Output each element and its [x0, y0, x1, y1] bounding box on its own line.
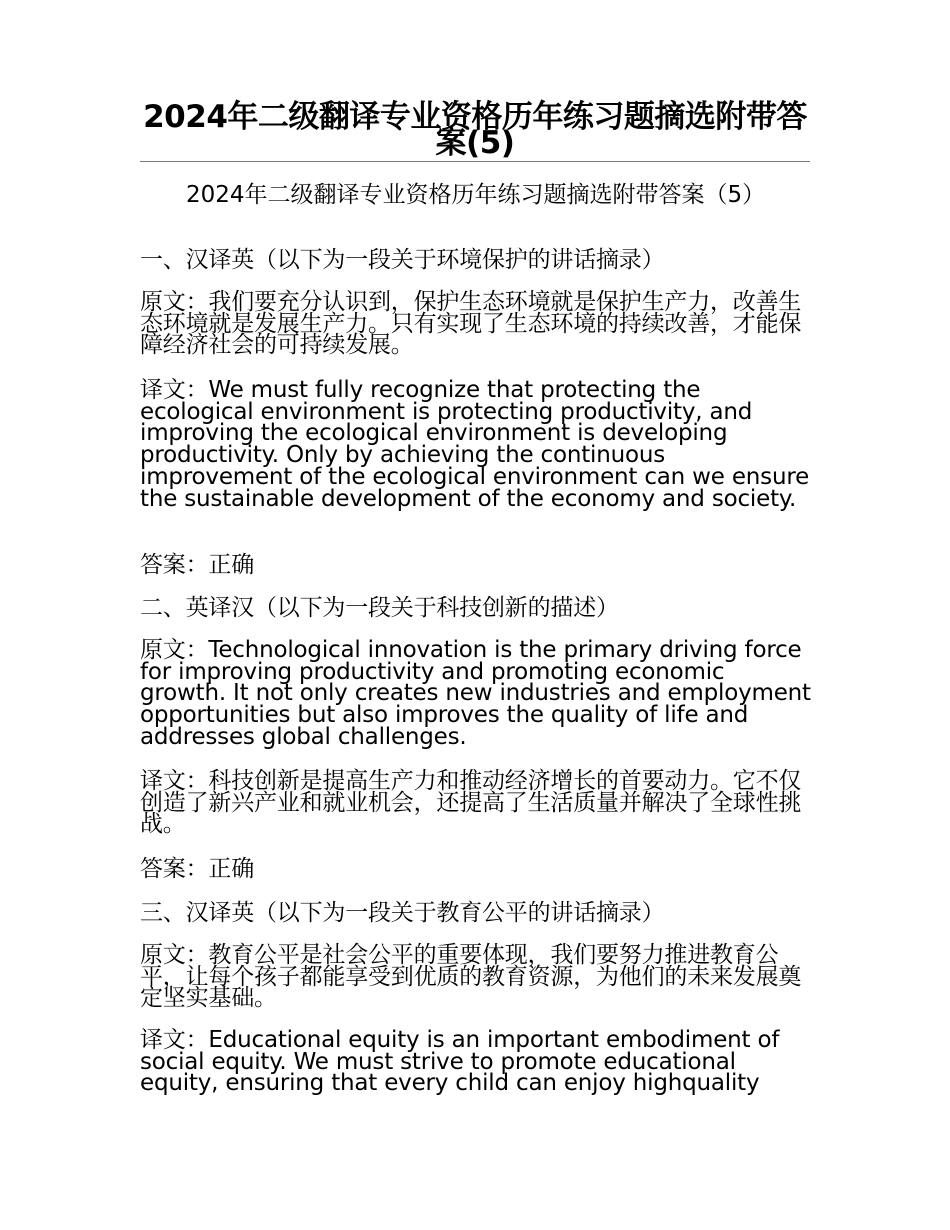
title-underline	[140, 161, 810, 162]
section-3-translation: 译文：Educational equity is an important embodiment of social equity. We must strive to promote educational equity, ensuring that every child can enjoy highquality	[140, 1027, 780, 1097]
section-1-source: 原文：我们要充分认识到，保护生态环境就是保护生产力，改善生态环境就是发展生产力。只有实现了生态环境的持续改善，才能保障经济社会的可持续发展。	[140, 289, 802, 359]
section-2-heading: 二、英译汉（以下为一段关于科技创新的描述）	[140, 595, 619, 621]
section-1-answer: 答案：正确	[140, 552, 255, 578]
section-3-heading: 三、汉译英（以下为一段关于教育公平的讲话摘录）	[140, 900, 665, 926]
section-3-source: 原文：教育公平是社会公平的重要体现，我们要努力推进教育公平，让每个孩子都能享受到优质的教育资源，为他们的未来发展奠定坚实基础。	[140, 942, 802, 1012]
section-1-heading: 一、汉译英（以下为一段关于环境保护的讲话摘录）	[140, 247, 665, 273]
section-2-source: 原文：Technological innovation is the primary driving force for improving productivity and promoting economic growth. It not only creates new industries and employment opportunities but also improves the quality of life and addresses global challenges.	[140, 637, 811, 750]
section-1-translation: 译文：We must fully recognize that protecting the ecological environment is protecting productivity, and improving the ecological environment is developing productivity. Only by achieving the continuous improvement of the ecological environment can we ensure the sustainable development of the economy and society.	[140, 377, 810, 512]
document-subtitle: 2024年二级翻译专业资格历年练习题摘选附带答案（5）	[186, 182, 766, 208]
section-2-translation: 译文：科技创新是提高生产力和推动经济增长的首要动力。它不仅创造了新兴产业和就业机会，还提高了生活质量并解决了全球性挑战。	[140, 768, 802, 838]
document-title: 2024年二级翻译专业资格历年练习题摘选附带答案(5)	[143, 99, 807, 161]
section-2-answer: 答案：正确	[140, 856, 255, 882]
